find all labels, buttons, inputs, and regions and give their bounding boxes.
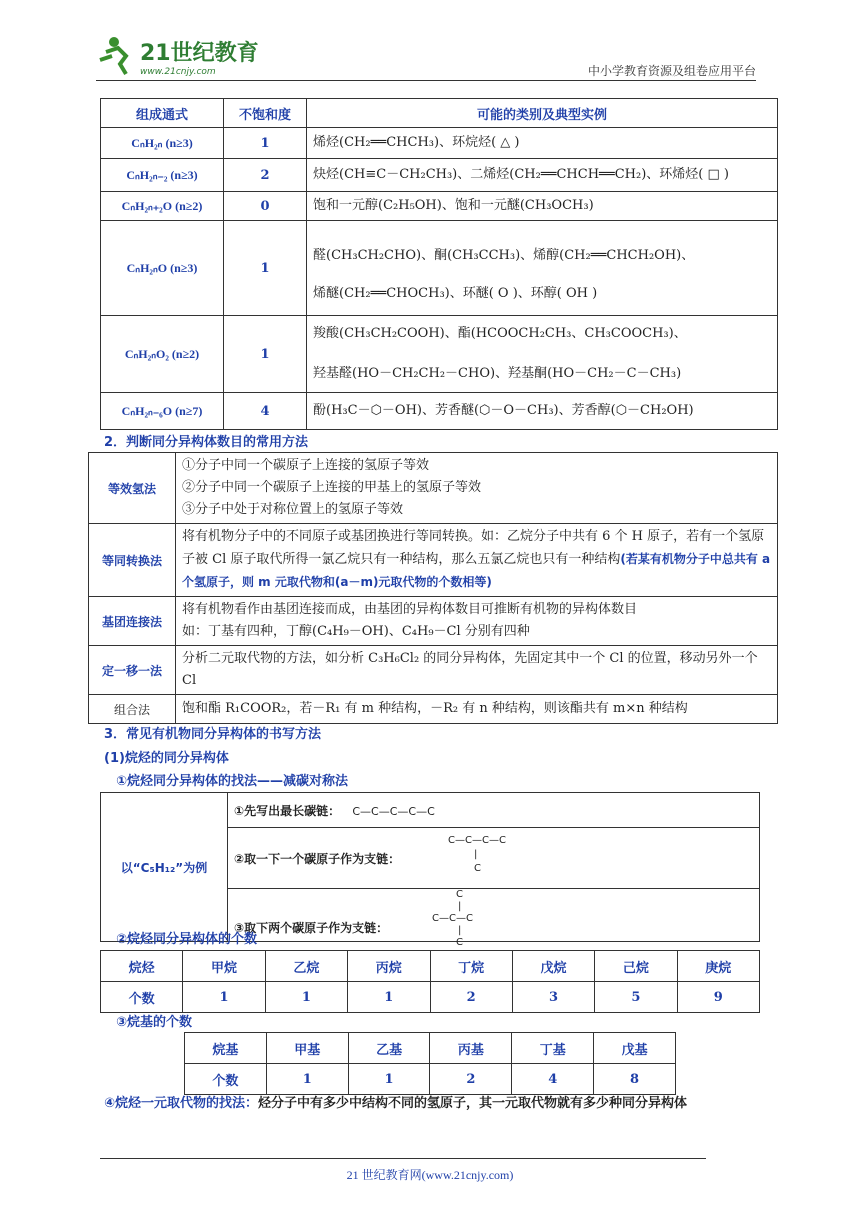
table-row — [185, 1064, 676, 1095]
site-logo — [96, 30, 266, 80]
alkane-count-table — [100, 950, 760, 1013]
step-text: ①先写出最长碳链： — [234, 803, 341, 818]
method-desc — [176, 597, 778, 646]
unsat-cell: 1 — [224, 316, 307, 393]
cell: 2 — [430, 982, 512, 1013]
step-2 — [228, 828, 760, 889]
unsat-cell: 0 — [224, 192, 307, 221]
example-line: 羟基醛(HO－CH₂CH₂－CHO)、羟基酮(HO－CH₂－C－CH₃) — [313, 366, 682, 381]
cell: 己烷 — [595, 951, 677, 982]
formula-cell: CₙH₂ₙO₂ (n≥2) — [101, 316, 224, 393]
desc-line: 如：丁基有四种，丁醇(C₄H₉－OH)、C₄H₉－Cl 分别有四种 — [182, 624, 530, 639]
formula-cell: CₙH₂ₙO (n≥3) — [101, 221, 224, 316]
unsat-cell: 4 — [224, 393, 307, 430]
cell: 2 — [430, 1064, 512, 1095]
table-row — [101, 793, 760, 828]
table-row — [101, 128, 778, 159]
item-3-title: ③烷基的个数 — [116, 1015, 193, 1030]
cell: 庚烷 — [677, 951, 759, 982]
section-2-title: 2．判断同分异构体数目的常用方法 — [104, 435, 309, 450]
footer-divider — [100, 1158, 706, 1159]
example-line: 醛(CH₃CH₂CHO)、酮(CH₃CCH₃)、烯醇(CH₂══CHCH₂OH)、 — [313, 248, 695, 263]
example-cell: 饱和一元醇(C₂H₅OH)、饱和一元醚(CH₃OCH₃) — [307, 192, 778, 221]
cell: 烷基 — [185, 1033, 267, 1064]
table-row — [101, 316, 778, 393]
cell: 丙基 — [430, 1033, 512, 1064]
table-row — [89, 646, 778, 695]
cell: 烷烃 — [101, 951, 183, 982]
formula-cell: CₙH₂ₙ (n≥3) — [101, 128, 224, 159]
footer-text: 21 世纪教育网(www.21cnjy.com) — [346, 1168, 514, 1182]
cell: 个数 — [185, 1064, 267, 1095]
c5h12-example-table — [100, 792, 760, 948]
step-1 — [228, 793, 760, 828]
table-row — [101, 982, 760, 1013]
dibranched-chain: C | C—C—C | C — [432, 889, 473, 948]
chain-text: C—C—C—C — [448, 835, 506, 846]
example-line: 烯醚(CH₂══CHOCH₃)、环醚( O )、环醇( OH ) — [313, 286, 598, 301]
example-label: 以“C₅H₁₂”为例 — [101, 793, 228, 942]
logo-url: www.21cnjy.com — [140, 67, 216, 77]
step-text: ③取下两个碳原子作为支链： — [234, 920, 389, 935]
cell: 戊烷 — [512, 951, 594, 982]
section-3-title: 3．常见有机物同分异构体的书写方法 — [104, 727, 322, 742]
method-desc: 分析二元取代物的方法，如分析 C₃H₆Cl₂ 的同分异构体，先固定其中一个 Cl 的位置，移动另外一个 Cl — [176, 646, 778, 695]
cell: 1 — [348, 982, 430, 1013]
cell: 丁烷 — [430, 951, 512, 982]
cell: 5 — [595, 982, 677, 1013]
example-cell — [307, 221, 778, 316]
method-name: 等同转换法 — [89, 524, 176, 597]
table-row — [101, 221, 778, 316]
runner-logo-icon — [96, 30, 266, 80]
table-row — [101, 159, 778, 192]
cell: 丙烷 — [348, 951, 430, 982]
cell: 个数 — [101, 982, 183, 1013]
example-cell — [307, 316, 778, 393]
table-row — [89, 524, 778, 597]
cell: 4 — [512, 1064, 594, 1095]
cell: 乙基 — [348, 1033, 430, 1064]
table-row — [89, 695, 778, 724]
logo-text: 21世纪教育 — [140, 41, 259, 66]
cell: 戊基 — [594, 1033, 676, 1064]
cell: 丁基 — [512, 1033, 594, 1064]
desc-line: 将有机物看作由基团连接而成，由基团的异构体数目可推断有机物的异构体数目 — [182, 602, 638, 617]
item-1-title: ①烷烃同分异构体的找法——减碳对称法 — [116, 774, 349, 789]
chain-text: C—C—C — [432, 913, 473, 924]
formula-table — [100, 98, 778, 430]
method-name: 等效氢法 — [89, 453, 176, 524]
method-name: 定一移一法 — [89, 646, 176, 695]
desc-line: ③分子中处于对称位置上的氢原子等效 — [182, 502, 404, 517]
example-cell: 烯烃(CH₂══CHCH₃)、环烷烃( △ ) — [307, 128, 778, 159]
cell: 1 — [183, 982, 265, 1013]
cell: 8 — [594, 1064, 676, 1095]
unsat-cell: 2 — [224, 159, 307, 192]
cell: 甲烷 — [183, 951, 265, 982]
desc-line: ①分子中同一个碳原子上连接的氢原子等效 — [182, 458, 430, 473]
carbon-chain: C—C—C—C—C — [352, 804, 435, 818]
col-header: 组成通式 — [101, 99, 224, 128]
formula-cell: CₙH₂ₙ₋₆O (n≥7) — [101, 393, 224, 430]
cell: 甲基 — [266, 1033, 348, 1064]
platform-name: 中小学教育资源及组卷应用平台 — [587, 64, 756, 78]
table-row — [185, 1033, 676, 1064]
formula-cell: CₙH₂ₙ₊₂O (n≥2) — [101, 192, 224, 221]
item-4-paragraph — [104, 1093, 764, 1115]
item-4-text: 烃分子中有多少中结构不同的氢原子，其一元取代物就有多少种同分异构体 — [258, 1096, 688, 1111]
example-cell: 酚(H₃C－⬡－OH)、芳香醚(⬡－O－CH₃)、芳香醇(⬡－CH₂OH) — [307, 393, 778, 430]
methods-table — [88, 452, 778, 724]
method-name: 组合法 — [89, 695, 176, 724]
table-row — [101, 192, 778, 221]
cell: 1 — [265, 982, 347, 1013]
subsection-1-title: (1)烷烃的同分异构体 — [104, 751, 229, 766]
cell: 1 — [266, 1064, 348, 1095]
unsat-cell: 1 — [224, 221, 307, 316]
desc-line: ②分子中同一个碳原子上连接的甲基上的氢原子等效 — [182, 480, 482, 495]
desc-text: 将有机物分子中的不同原子或基团换进行等同转换。如：乙烷分子中共有 6 个 H 原子，若有一个氢原子被 Cl 原子取代所得一氯乙烷只有一种结构，那么五氯乙烷也只有一种结构 — [182, 529, 765, 567]
branched-chain: C—C—C—C | C — [448, 835, 506, 874]
table-header-row — [101, 99, 778, 128]
table-row — [89, 597, 778, 646]
method-desc — [176, 453, 778, 524]
step-text: ②取一下一个碳原子作为支链： — [234, 851, 401, 866]
table-row — [89, 453, 778, 524]
cell: 3 — [512, 982, 594, 1013]
method-desc — [176, 524, 778, 597]
desc-note: (若某有机物分子中总共有 a 个氢原子，则 m 元取代物和(a－m)元取代物的个数相等) — [182, 552, 771, 589]
cell: 1 — [348, 1064, 430, 1095]
example-line: 羧酸(CH₃CH₂COOH)、酯(HCOOCH₂CH₃、CH₃COOCH₃)、 — [313, 326, 687, 341]
unsat-cell: 1 — [224, 128, 307, 159]
item-4-lead: ④烷烃一元取代物的找法： — [104, 1096, 259, 1111]
col-header: 不饱和度 — [224, 99, 307, 128]
header-divider — [96, 80, 756, 81]
table-row — [101, 951, 760, 982]
table-row — [101, 393, 778, 430]
method-desc: 饱和酯 R₁COOR₂，若－R₁ 有 m 种结构，－R₂ 有 n 种结构，则该酯共有 m×n 种结构 — [176, 695, 778, 724]
step-3 — [228, 889, 760, 948]
item-2-title: ②烷烃同分异构体的个数 — [116, 932, 258, 947]
method-name: 基团连接法 — [89, 597, 176, 646]
formula-cell: CₙH₂ₙ₋₂ (n≥3) — [101, 159, 224, 192]
cell: 9 — [677, 982, 759, 1013]
col-header: 可能的类别及典型实例 — [307, 99, 778, 128]
cell: 乙烷 — [265, 951, 347, 982]
example-cell: 炔烃(CH≡C－CH₂CH₃)、二烯烃(CH₂══CHCH══CH₂)、环烯烃( □ ) — [307, 159, 778, 192]
alkyl-count-table — [184, 1032, 676, 1095]
